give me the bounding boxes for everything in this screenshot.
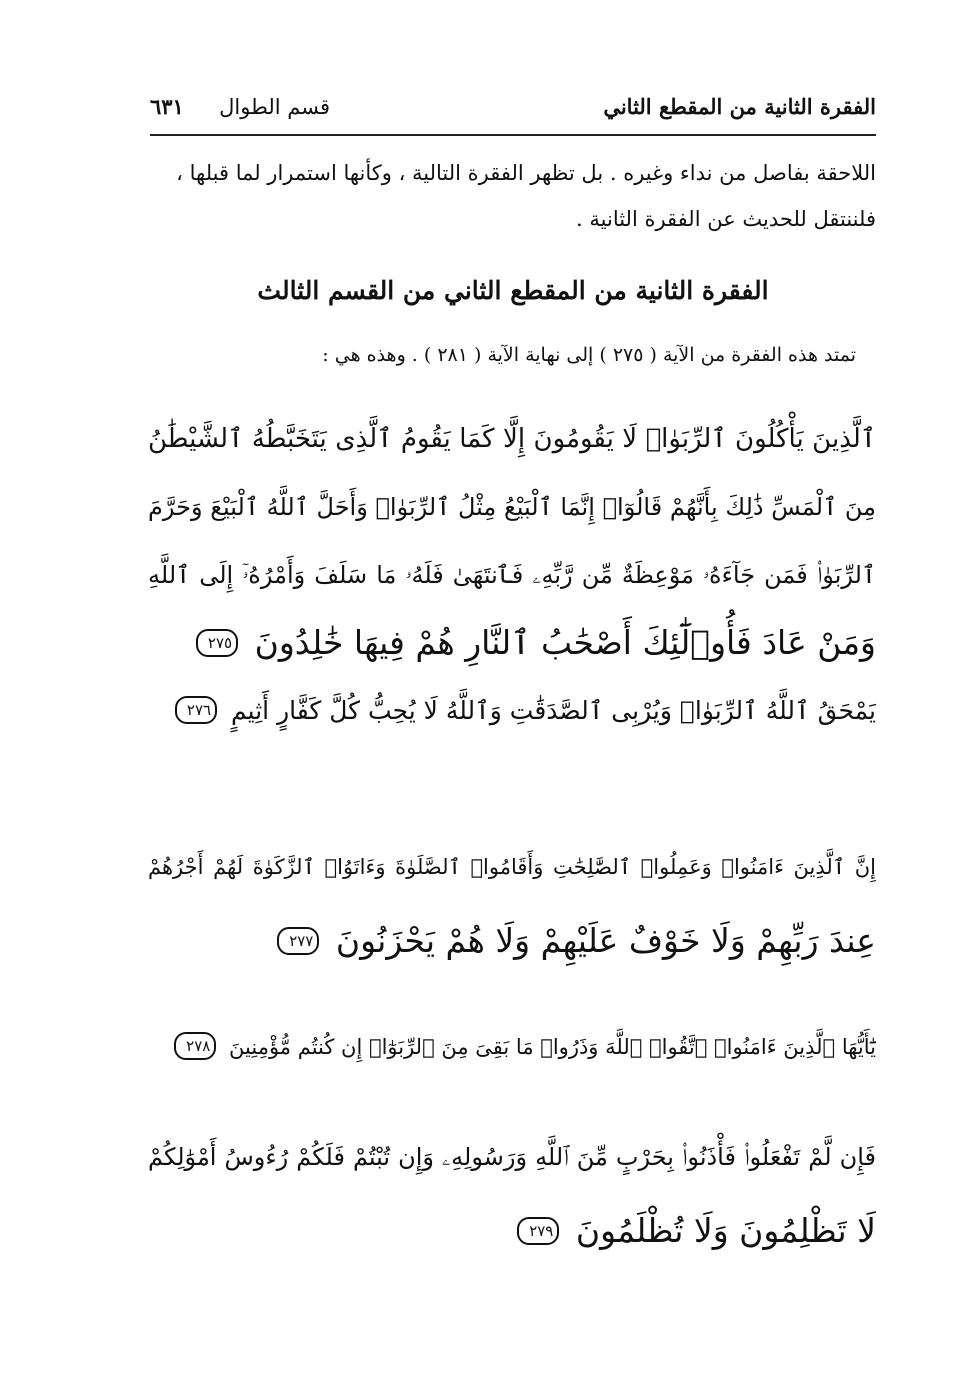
verse-text: عِندَ رَبِّهِمْ وَلَا خَوْفٌ عَلَيْهِمْ وَلَا هُمْ يَحْزَنُونَ xyxy=(335,921,876,960)
header-section-name: قسم الطوال xyxy=(219,95,330,119)
verse-line xyxy=(148,1010,876,1084)
intro-line-2: فلننتقل للحديث عن الفقرة الثانية . xyxy=(576,207,876,231)
verse-line xyxy=(148,830,876,904)
intro-paragraph xyxy=(150,150,876,242)
verse-block-277 xyxy=(148,830,876,978)
running-header xyxy=(150,94,876,128)
header-left-group xyxy=(150,94,330,119)
verse-text: يَمْحَقُ ٱللَّهُ ٱلرِّبَوٰا۟ وَيُرْبِى ٱلصَّدَقَٰتِ وَٱللَّهُ لَا يُحِبُّ كُلَّ كَفَّارٍ أَثِيمٍ xyxy=(231,696,876,725)
section-subheading: الفقرة الثانية من المقطع الثاني من القسم الثالث xyxy=(257,276,769,305)
ayah-number-marker: ٢٧٥ xyxy=(196,629,238,657)
ayah-number-marker: ٢٧٦ xyxy=(175,696,217,724)
page-number: ٦٣١ xyxy=(150,94,184,119)
verse-text: ٱلَّذِينَ يَأْكُلُونَ ٱلرِّبَوٰا۟ لَا يَقُومُونَ إِلَّا كَمَا يَقُومُ ٱلَّذِى يَتَخَبَّطُهُ ٱلشَّيْطَٰنُ xyxy=(148,424,876,454)
verse-text: فَإِن لَّمْ تَفْعَلُوا۟ فَأْذَنُوا۟ بِحَرْبٍ مِّنَ ٱللَّهِ وَرَسُولِهِۦ وَإِن تُبْتُمْ فَلَكُمْ رُءُوسُ أَمْوَٰلِكُمْ xyxy=(148,1143,876,1171)
intro-line-1: اللاحقة بفاصل من نداء وغيره . بل تظهر الفقرة التالية ، وكأنها استمرار لما قبلها ، xyxy=(176,161,876,185)
verse-line xyxy=(148,1194,876,1268)
ayah-number-marker: ٢٧٧ xyxy=(277,927,319,955)
verse-line xyxy=(148,609,876,677)
verse-block-278 xyxy=(148,1010,876,1084)
verse-block-279 xyxy=(148,1120,876,1268)
verse-text: ٱلرِّبَوٰا۟ فَمَن جَآءَهُۥ مَوْعِظَةٌ مِّن رَّبِّهِۦ فَٱنتَهَىٰ فَلَهُۥ مَا سَلَفَ وَأَمْرُهُۥٓ إِلَى ٱللَّهِ xyxy=(148,561,876,589)
verse-text: إِنَّ ٱلَّذِينَ ءَامَنُوا۟ وَعَمِلُوا۟ ٱلصَّٰلِحَٰتِ وَأَقَامُوا۟ ٱلصَّلَوٰةَ وَءَاتَوُا۟ ٱلزَّكَوٰةَ لَهُمْ أَجْرُهُمْ xyxy=(148,855,876,879)
verse-line xyxy=(148,405,876,473)
verse-line xyxy=(148,473,876,541)
verse-line xyxy=(148,904,876,978)
ayah-number-marker: ٢٧٩ xyxy=(517,1217,559,1245)
verse-text: وَمَنْ عَادَ فَأُو۟لَٰٓئِكَ أَصْحَٰبُ ٱلنَّارِ هُمْ فِيهَا خَٰلِدُونَ xyxy=(254,623,876,662)
verse-text: لَا تَظْلِمُونَ وَلَا تُظْلَمُونَ xyxy=(575,1211,876,1250)
verse-line xyxy=(148,541,876,609)
verse-text: يَٰٓأَيُّهَا ٱلَّذِينَ ءَامَنُوا۟ ٱتَّقُوا۟ ٱللَّهَ وَذَرُوا۟ مَا بَقِىَ مِنَ ٱلرِّبَوٰٓا۟ إِن كُنتُم مُّؤْمِنِينَ xyxy=(229,1035,876,1059)
verse-block-275-276 xyxy=(148,405,876,745)
verse-line xyxy=(148,677,876,745)
verse-text: مِنَ ٱلْمَسِّ ذَٰلِكَ بِأَنَّهُمْ قَالُوٓا۟ إِنَّمَا ٱلْبَيْعُ مِثْلُ ٱلرِّبَوٰا۟ وَأَحَلَّ ٱللَّهُ ٱلْبَيْعَ وَحَرَّمَ xyxy=(148,493,876,521)
extent-note: تمتد هذه الفقرة من الآية ( ٢٧٥ ) إلى نهاية الآية ( ٢٨١ ) . وهذه هي : xyxy=(322,344,856,366)
header-title: الفقرة الثانية من المقطع الثاني xyxy=(603,94,876,119)
verse-line xyxy=(148,1120,876,1194)
ayah-number-marker: ٢٧٨ xyxy=(174,1032,216,1060)
header-divider xyxy=(150,134,876,136)
